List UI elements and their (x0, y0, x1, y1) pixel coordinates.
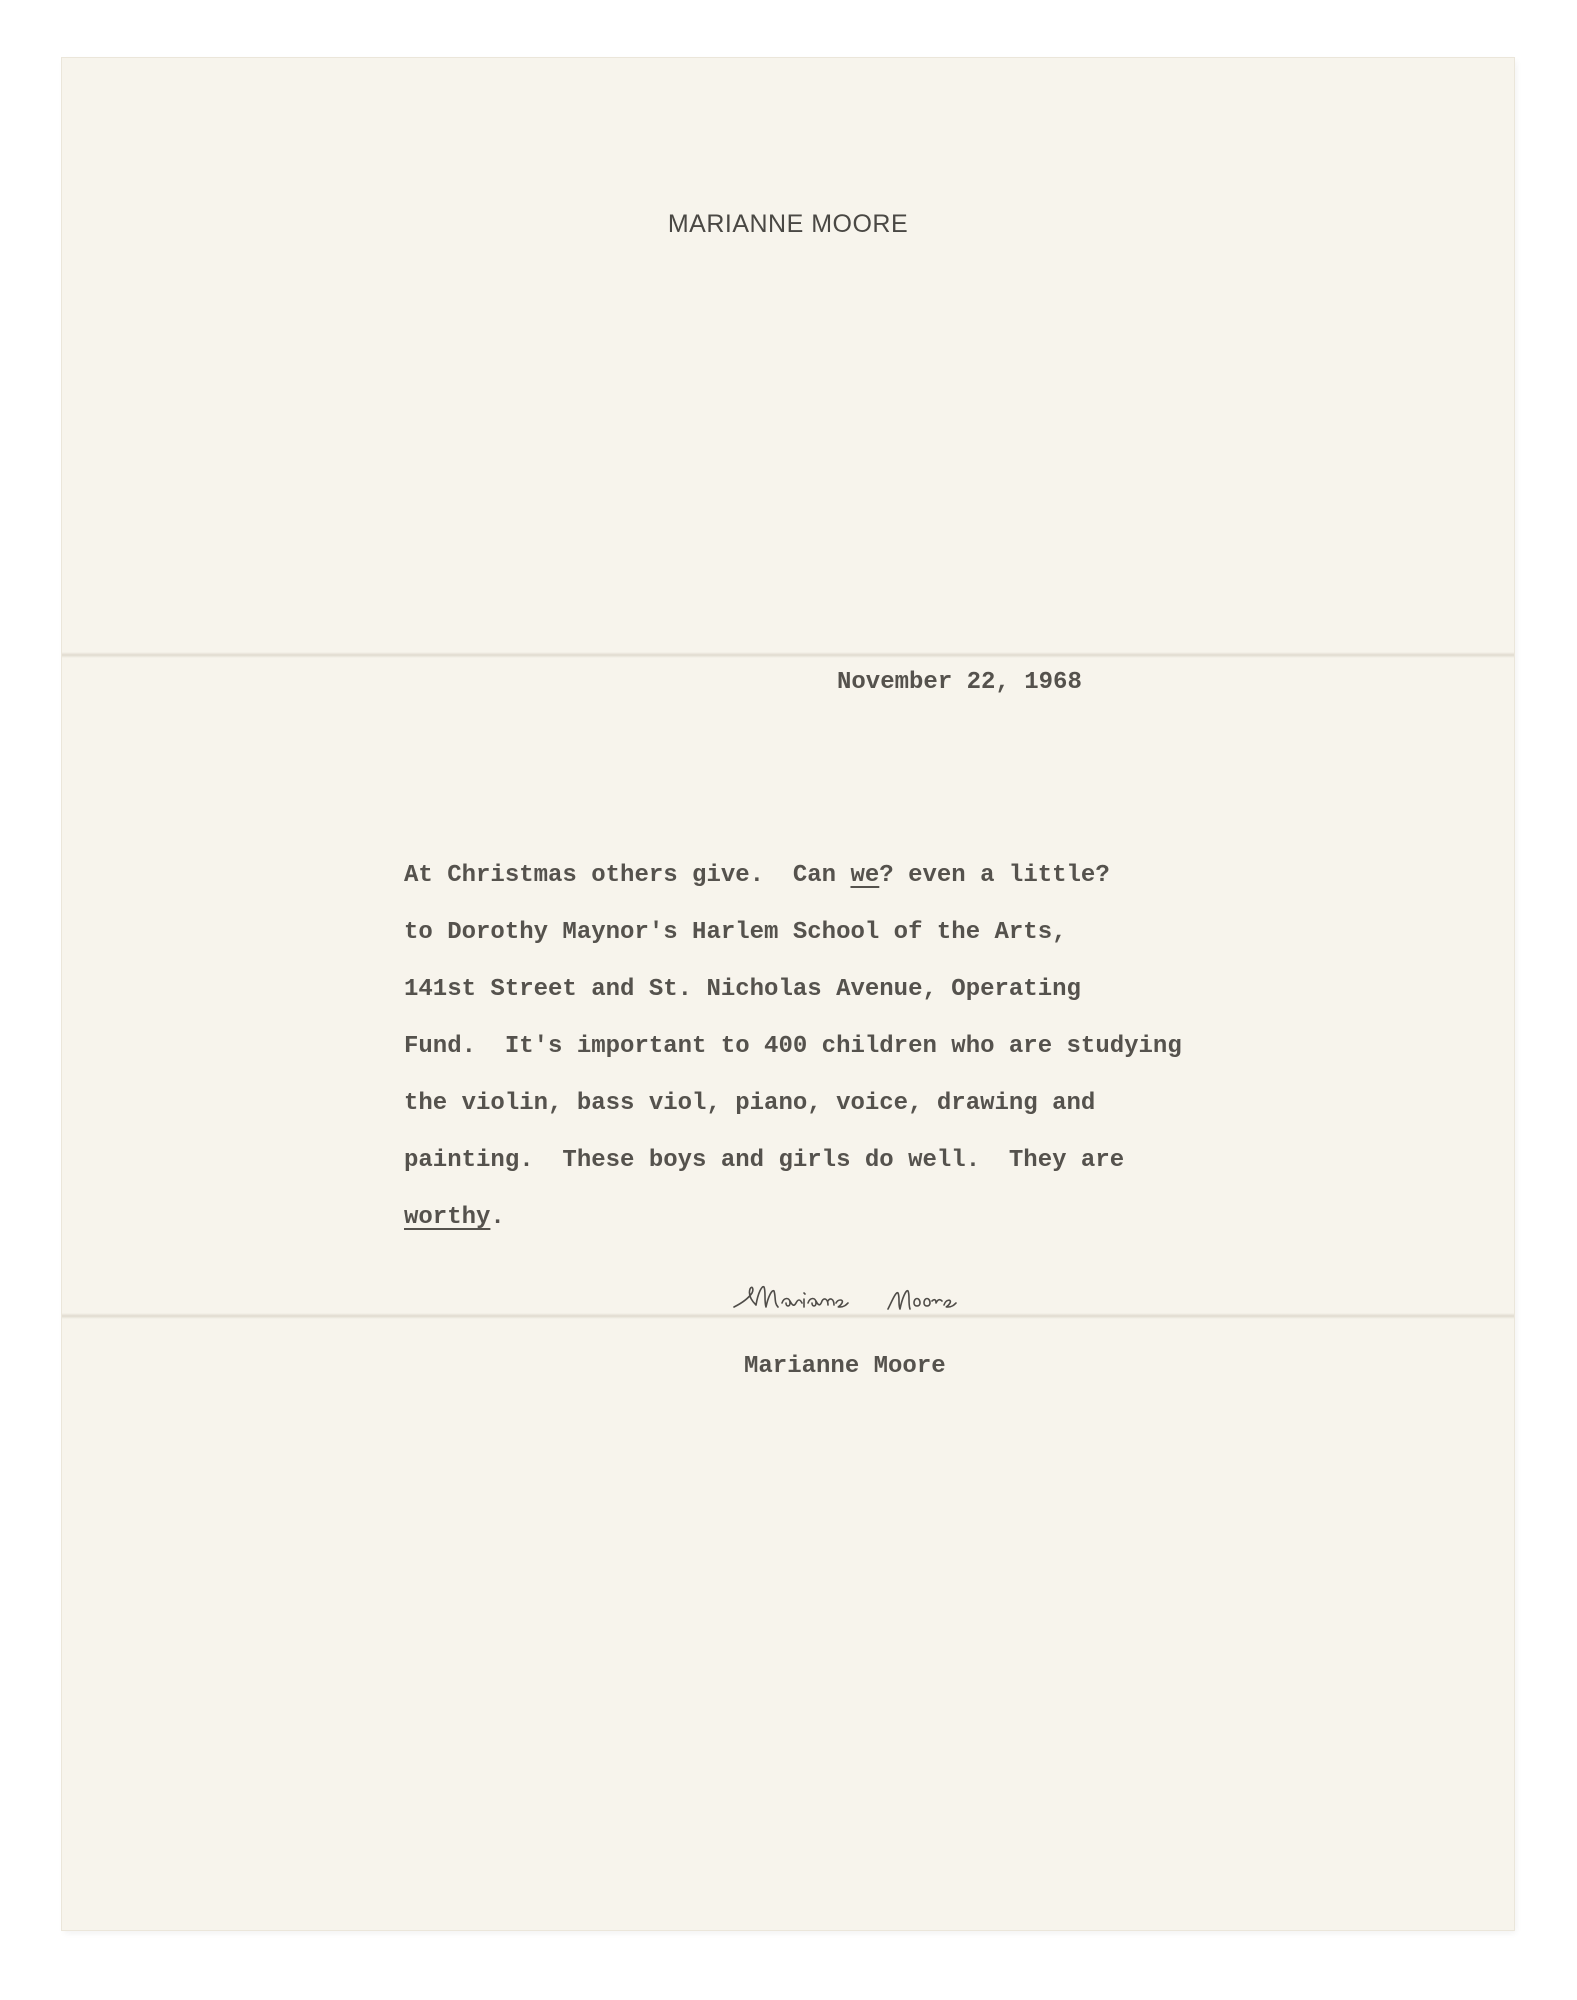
body-line (404, 1189, 1284, 1246)
body-text-segment: At Christmas others give. Can (404, 862, 851, 889)
body-line: painting. These boys and girls do well. They are (404, 1147, 1125, 1174)
paper-fold-line (62, 652, 1514, 658)
underlined-word: we (850, 862, 880, 889)
body-line: to Dorothy Maynor's Harlem School of the Arts, (404, 919, 1067, 946)
typed-signature-name: Marianne Moore (744, 1353, 946, 1380)
underlined-word: worthy (404, 1204, 491, 1231)
body-line: the violin, bass viol, piano, voice, drawing and (404, 1090, 1096, 1117)
handwritten-signature (728, 1263, 1068, 1333)
body-line (404, 847, 1284, 904)
letter-body (404, 847, 1284, 1246)
letter-date: November 22, 1968 (837, 669, 1082, 696)
body-line: Fund. It's important to 400 children who are studying (404, 1033, 1182, 1060)
body-text-segment: ? even a little? (879, 862, 1110, 889)
body-text-segment: . (490, 1204, 505, 1231)
letterhead: MARIANNE MOORE (667, 210, 909, 238)
letter-sheet (62, 58, 1514, 1930)
body-line: 141st Street and St. Nicholas Avenue, Operating (404, 976, 1081, 1003)
